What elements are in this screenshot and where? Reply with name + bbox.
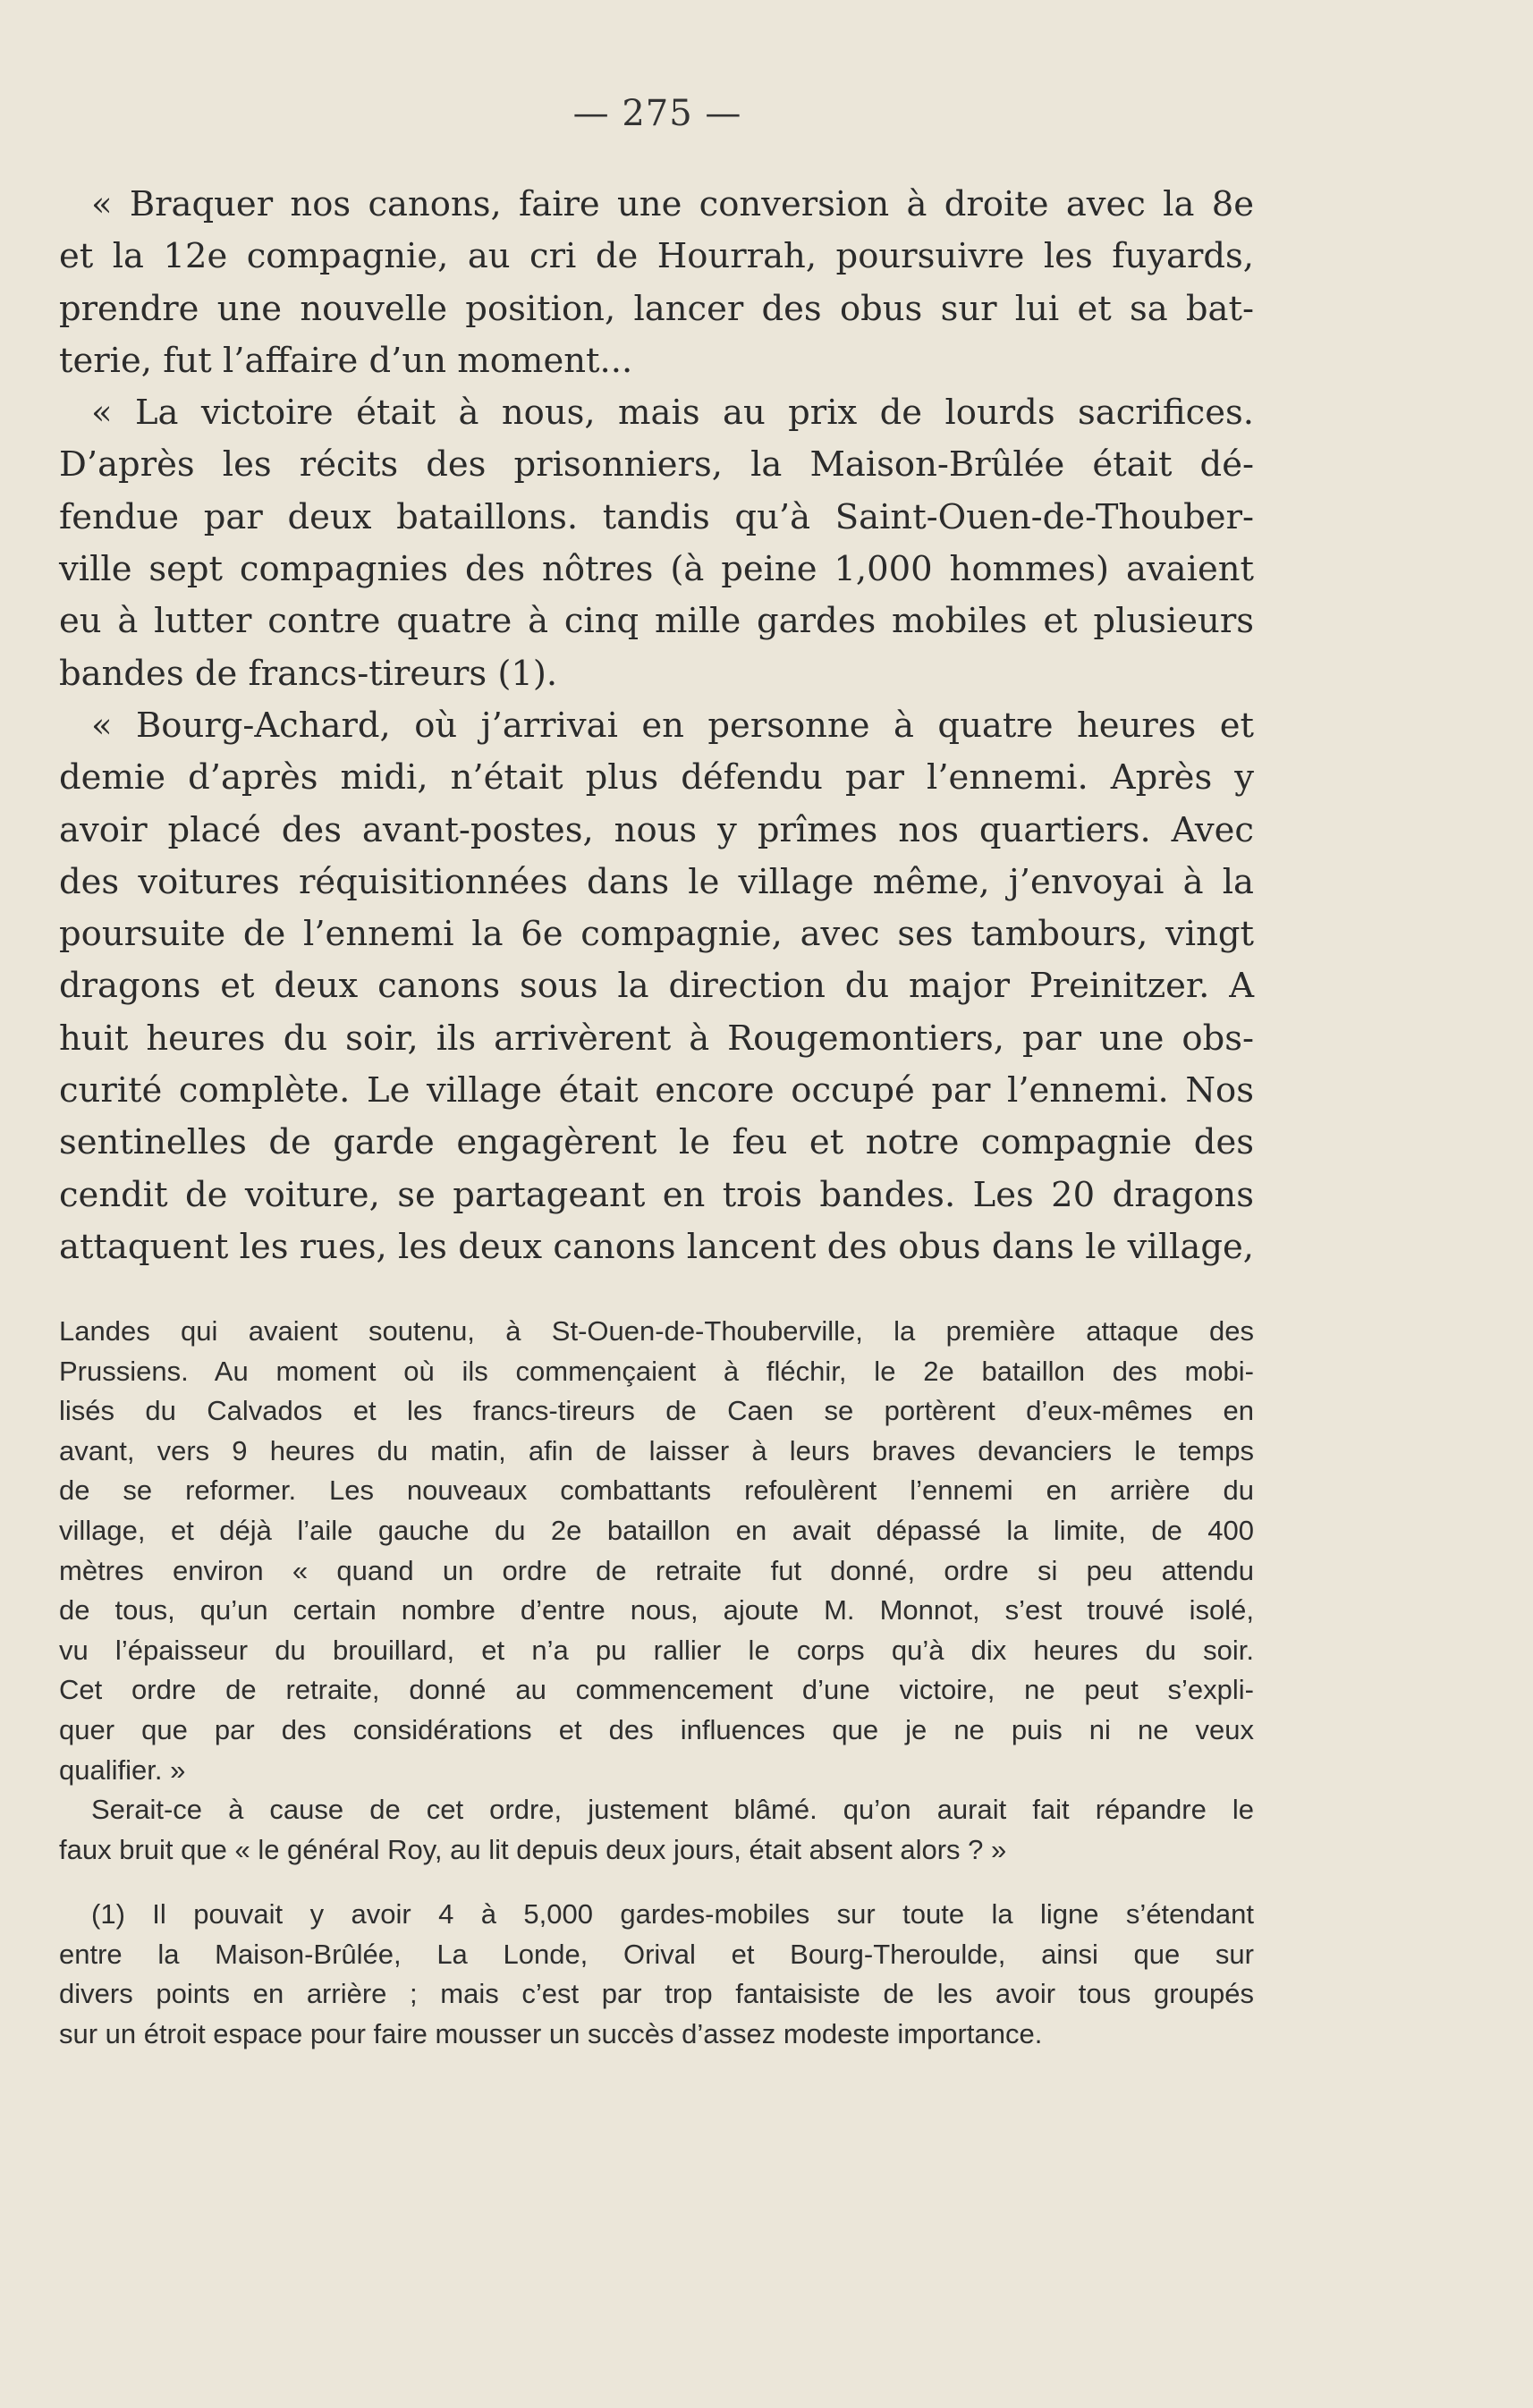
note-line: de se reformer. Les nouveaux combattants refoulèrent l’ennemi en arrière du [59,1474,1254,1507]
footnote-line: entre la Maison-Brûlée, La Londe, Orival et Bourg-Theroulde, ainsi que sur [59,1938,1254,1970]
footnote-line: (1) Il pouvait y avoir 4 à 5,000 gardes-mobiles sur toute la ligne s’étendant [91,1898,1254,1930]
body-line: demie d’après midi, n’était plus défendu par l’ennemi. Après y [59,757,1254,798]
body-line: dragons et deux canons sous la direction du major Preinitzer. A [59,966,1254,1007]
note-line: qualifier. » [59,1753,186,1786]
body-line: D’après les récits des prisonniers, la Maison-Brûlée était dé- [59,444,1254,486]
note-line: avant, vers 9 heures du matin, afin de laisser à leurs braves devanciers le temps [59,1434,1254,1466]
main-text [59,179,1254,1273]
note-line: Landes qui avaient soutenu, à St-Ouen-de-Thouberville, la première attaque des [59,1315,1254,1347]
body-line: sentinelles de garde engagèrent le feu et notre compagnie des [59,1122,1254,1163]
note-line: vu l’épaisseur du brouillard, et n’a pu rallier le corps qu’à dix heures du soir. [59,1634,1254,1666]
body-line: « Bourg-Achard, où j’arrivai en personne à quatre heures et [91,705,1254,746]
note-line: lisés du Calvados et les francs-tireurs de Caen se portèrent d’eux-mêmes en [59,1395,1254,1427]
footnote-line: sur un étroit espace pour faire mousser un succès d’assez modeste importance. [59,2017,1043,2049]
note-line: Prussiens. Au moment où ils commençaient à fléchir, le 2e bataillon des mobi- [59,1355,1254,1387]
body-line: curité complète. Le village était encore occupé par l’ennemi. Nos [59,1070,1254,1111]
body-line: huit heures du soir, ils arrivèrent à Rougemontiers, par une obs- [59,1018,1254,1059]
note-line: quer que par des considérations et des influences que je ne puis ni ne veux [59,1713,1254,1745]
body-line: bandes de francs-tireurs (1). [59,653,558,694]
body-line: attaquent les rues, les deux canons lancent des obus dans le village, [59,1226,1254,1267]
body-line: fendue par deux bataillons. tandis qu’à Saint-Ouen-de-Thouber- [59,496,1254,537]
note-line: village, et déjà l’aile gauche du 2e bataillon en avait dépassé la limite, de 400 [59,1514,1254,1546]
body-line: eu à lutter contre quatre à cinq mille gardes mobiles et plusieurs [59,601,1254,642]
body-line: des voitures réquisitionnées dans le village même, j’envoyai à la [59,861,1254,902]
body-line: prendre une nouvelle position, lancer des obus sur lui et sa bat- [59,288,1254,329]
note-line: mètres environ « quand un ordre de retraite fut donné, ordre si peu attendu [59,1554,1254,1586]
body-line: avoir placé des avant-postes, nous y prîmes nos quartiers. Avec [59,809,1254,850]
footnote-1 [59,1895,1254,2054]
note-line: de tous, qu’un certain nombre d’entre nous, ajoute M. Monnot, s’est trouvé isolé, [59,1594,1254,1626]
note-line: faux bruit que « le général Roy, au lit depuis deux jours, était absent alors ? » [59,1833,1007,1865]
body-line: cendit de voiture, se partageant en trois bandes. Les 20 dragons [59,1174,1254,1215]
body-line: ville sept compagnies des nôtres (à peine 1,000 hommes) avaient [59,549,1254,590]
continued-footnote [59,1312,1254,1870]
footnote-line: divers points en arrière ; mais c’est par trop fantaisiste de les avoir tous groupés [59,1978,1254,2010]
note-line: Serait-ce à cause de cet ordre, justement blâmé. qu’on aurait fait répandre le [91,1794,1254,1826]
body-line: terie, fut l’affaire d’un moment... [59,340,633,381]
body-line: « Braquer nos canons, faire une conversion à droite avec la 8e [91,184,1254,224]
body-line: poursuite de l’ennemi la 6e compagnie, avec ses tambours, vingt [59,914,1254,955]
body-line: et la 12e compagnie, au cri de Hourrah, poursuivre les fuyards, [59,236,1254,277]
body-line: « La victoire était à nous, mais au prix de lourds sacrifices. [91,393,1254,434]
note-line: Cet ordre de retraite, donné au commencement d’une victoire, ne peut s’expli- [59,1674,1254,1706]
page-number: — 275 — [572,93,742,134]
